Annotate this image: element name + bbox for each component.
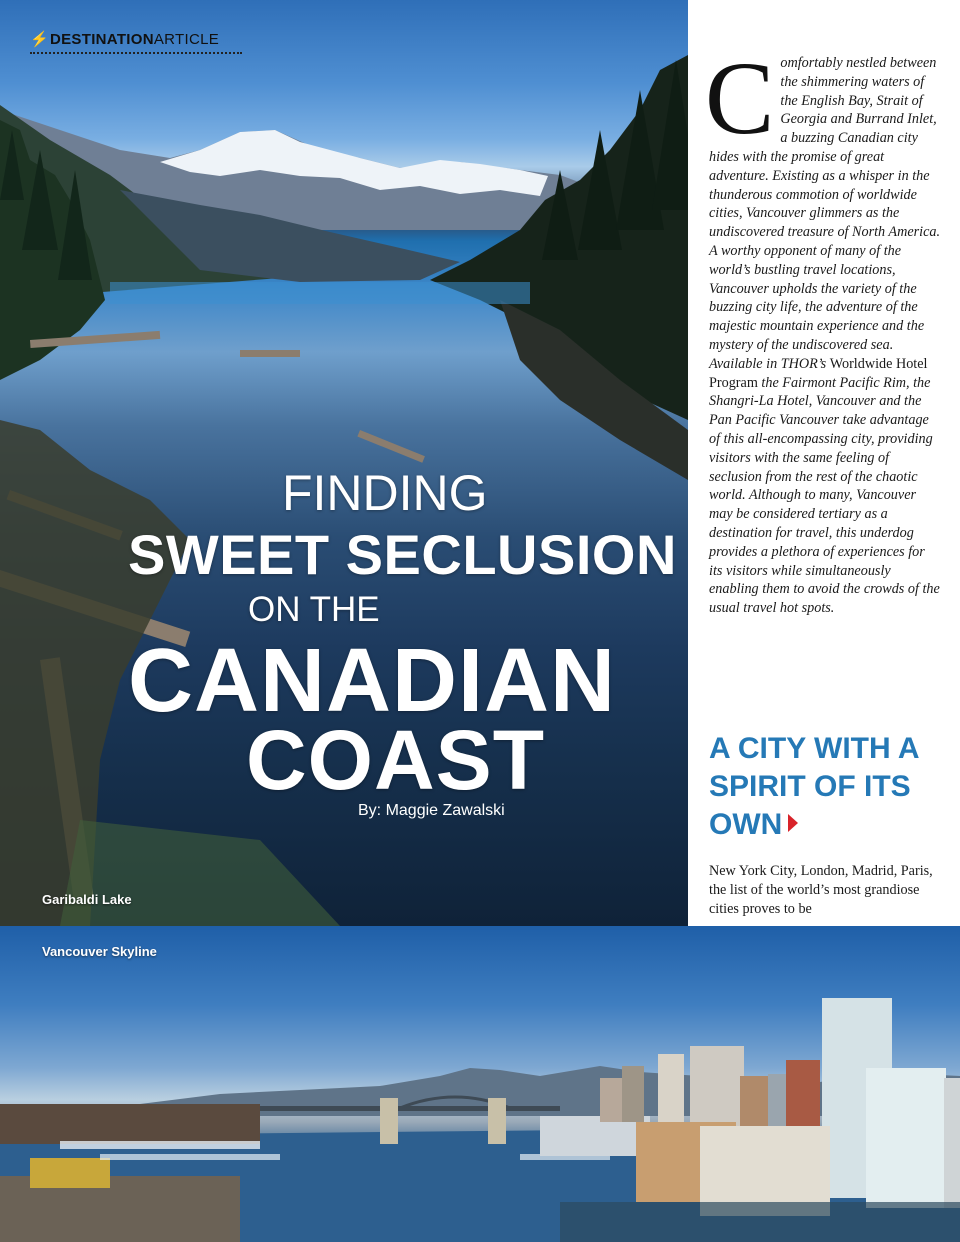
- bridge-tower-left: [380, 1098, 398, 1144]
- bridge-tower-right: [488, 1098, 506, 1144]
- headline-line-2: SWEET SECLUSION: [128, 523, 677, 586]
- intro-paragraph: [705, 41, 941, 618]
- lightning-bolt-icon: ⚡: [30, 31, 49, 48]
- headline-line-5: COAST: [246, 713, 545, 807]
- shallow-water: [60, 820, 340, 926]
- dotted-divider: [30, 52, 242, 54]
- author-byline: By: Maggie Zawalski: [358, 802, 505, 819]
- drop-cap: C: [705, 41, 775, 156]
- triangle-right-icon: [788, 814, 798, 832]
- subheading-text: A CITY WITH A SPIRIT OF ITS OWN: [709, 732, 919, 841]
- left-shore-buildings: [0, 1104, 260, 1144]
- headline-line-1: FINDING: [282, 465, 488, 521]
- intro-text-part-2: the Fairmont Pacific Rim, the Shangri-La Hotel, Vancouver and the Pan Pacific Vancouver take advantage of this all-encompassing city, providing visitors with the same feeling of seclusion from the rest of the chaotic world. Although to many, Vancouver may be considered tertiary as a destination for travel, this underdog provides a plethora of experiences for its visitors while simultaneously enabling them to avoid the crowds of the usual travel hot spots.: [709, 374, 940, 617]
- section-label: [30, 30, 219, 48]
- section-subheading: [709, 730, 949, 844]
- city-skyline-illustration: [0, 926, 960, 1242]
- lake-surface: [110, 282, 530, 304]
- section-label-light: ARTICLE: [153, 31, 220, 48]
- photo-caption-top: Garibaldi Lake: [42, 892, 132, 907]
- headline-line-4: CANADIAN: [128, 631, 616, 731]
- photo-caption-bottom: Vancouver Skyline: [42, 944, 157, 959]
- intro-text-part-1: omfortably nestled between the shimmering waters of the English Bay, Strait of Georgia and Burrand Inlet, a buzzing Canadian city hides with the promise of great adventure. Existing as a whisper in the thunderous commotion of worldwide cities, Vancouver glimmers as the undiscovered treasure of North America. A worthy opponent of many of the world’s bustling travel locations, Vancouver upholds the variety of the buzzing city life, the adventure of the majestic mountain experience and the mystery of the undiscovered sea. Available in THOR’s: [709, 55, 941, 372]
- article-text-column: [688, 0, 960, 926]
- lower-marina: [560, 1202, 960, 1242]
- hotel-program-name: Worldwide Hotel Program: [709, 355, 928, 391]
- body-paragraph: New York City, London, Madrid, Paris, the list of the world’s most grandiose cities proves to be: [709, 863, 933, 917]
- skyline-photo-vancouver: [0, 926, 960, 1242]
- market-sign: [30, 1158, 110, 1188]
- headline-line-3: ON THE: [248, 590, 380, 629]
- section-label-bold: DESTINATION: [50, 31, 154, 48]
